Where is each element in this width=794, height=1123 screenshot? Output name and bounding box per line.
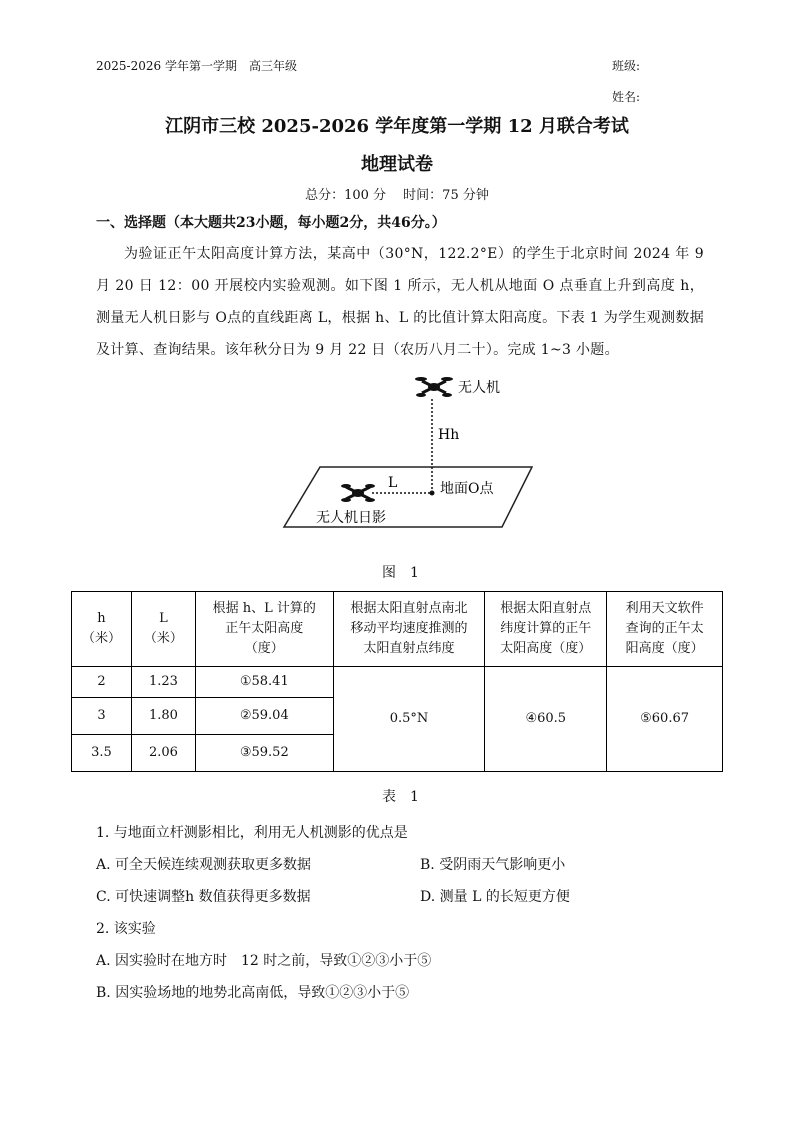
question-2-option-a: A. 因实验时在地方时 12 时之前，导致①②③小于⑤ [96, 953, 432, 969]
cell-l: 2.06 [131, 735, 195, 772]
col-header: 根据太阳直射点 纬度计算的正午 太阳高度（度） [485, 592, 607, 667]
col-header: L （米） [131, 592, 195, 667]
height-label: Hh [438, 427, 460, 443]
question-1-option-b: B. 受阴雨天气影响更小 [420, 857, 566, 873]
name-label: 姓名: [612, 90, 641, 104]
col-header: 利用天文软件 查询的正午太 阳高度（度） [607, 592, 723, 667]
question-2-option-b: B. 因实验场地的地势北高南低，导致①②③小于⑤ [96, 985, 410, 1001]
drone-icon [415, 377, 453, 397]
shadow-label: 无人机日影 [316, 510, 386, 526]
point-o-label: 地面O点 [440, 481, 494, 497]
cell-l: 1.23 [131, 667, 195, 698]
table-row [72, 667, 723, 698]
cell-h: 2 [72, 667, 132, 698]
col-header: 根据太阳直射点南北 移动平均速度推测的 太阳直射点纬度 [333, 592, 485, 667]
question-1-option-d: D. 测量 L 的长短更方便 [420, 889, 570, 905]
cell-subsolar-lat: 0.5°N [333, 667, 485, 772]
question-2-stem: 2. 该实验 [96, 921, 156, 937]
cell-h: 3.5 [72, 735, 132, 772]
class-label: 班级: [612, 59, 641, 73]
length-label: L [388, 475, 398, 491]
cell-h: 3 [72, 698, 132, 735]
cell-calc-by-lat: ④60.5 [485, 667, 607, 772]
col-header: 根据 h、L 计算的 正午太阳高度 （度） [195, 592, 333, 667]
cell-calc: ③59.52 [195, 735, 333, 772]
cell-calc: ②59.04 [195, 698, 333, 735]
section-heading: 一、选择题（本大题共23小题，每小题2分，共46分。） [96, 215, 446, 231]
cell-software: ⑤60.67 [607, 667, 723, 772]
question-1-stem: 1. 与地面立杆测影相比，利用无人机测影的优点是 [96, 825, 408, 841]
figure-drone-diagram [270, 365, 550, 535]
figure-caption: 图 1 [382, 565, 419, 581]
intro-paragraph: 为验证正午太阳高度计算方法，某高中（30°N，122.2°E）的学生于北京时间 2024 年 9 月 20 日 12：00 开展校内实验观测。如下图 1 所示，无人机从地面 O 点垂直上升到高度 h，测量无人机日影与 O点的直线距离 L，根据 h、L 的比值计算太阳高度。下表 1 为学生观测数据及计算、查询结果。该年秋分日为 9 月 22 日（农历八月二十）。完成 1~3 小题。 [96, 246, 704, 358]
question-1-option-a: A. 可全天候连续观测获取更多数据 [96, 857, 312, 873]
table-caption: 表 1 [382, 789, 419, 805]
col-header: h （米） [72, 592, 132, 667]
score-time: 总分：100 分 时间：75 分钟 [305, 188, 489, 203]
question-1-option-c: C. 可快速调整h 数值获得更多数据 [96, 889, 311, 905]
ground-point-o [430, 491, 435, 496]
cell-calc: ①58.41 [195, 667, 333, 698]
exam-title: 江阴市三校 2025-2026 学年度第一学期 12 月联合考试 [165, 116, 629, 137]
cell-l: 1.80 [131, 698, 195, 735]
table-header-row [72, 592, 723, 667]
data-table [71, 591, 723, 772]
header-term: 2025-2026 学年第一学期 高三年级 [96, 59, 297, 73]
drone-label: 无人机 [458, 380, 500, 396]
exam-subject: 地理试卷 [361, 154, 433, 175]
